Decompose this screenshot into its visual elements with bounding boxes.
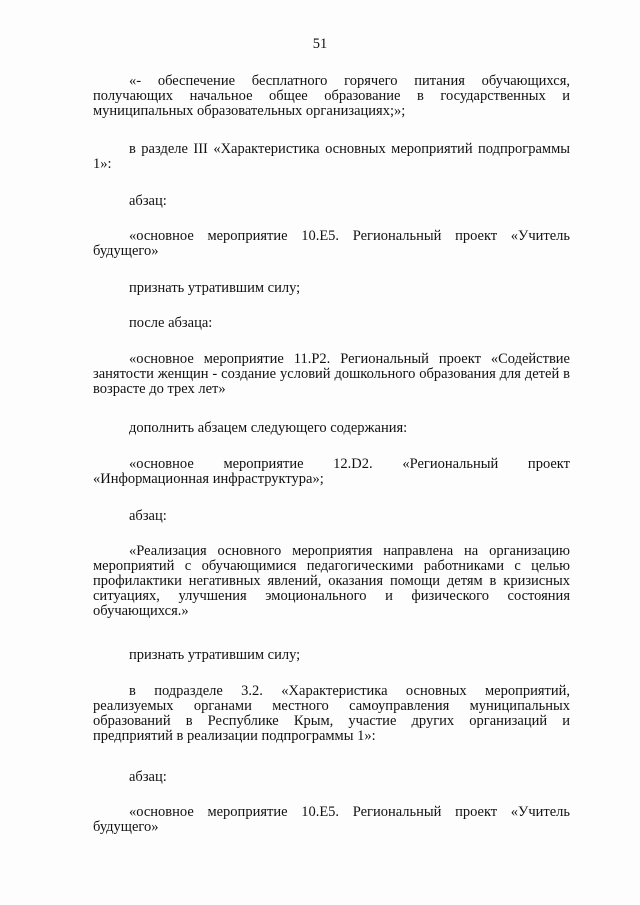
paragraph-teacher-future-1: «основное мероприятие 10.Е5. Региональный проект «Учитель будущего»: [93, 228, 570, 259]
paragraph-add-abzac: дополнить абзацем следующего содержания:: [129, 420, 408, 436]
paragraph-teacher-future-2: «основное мероприятие 10.Е5. Региональный проект «Учитель будущего»: [93, 804, 570, 835]
paragraph-women-employment: «основное мероприятие 11.Р2. Региональный проект «Содействие занятости женщин - создание условий дошкольного образования для детей в возрасте до трех лет»: [93, 351, 570, 397]
paragraph-abzac-2: абзац:: [129, 508, 167, 524]
paragraph-implementation: «Реализация основного мероприятия направлена на организацию мероприятий с обучающимися педагогическими работниками с целью профилактики негативных явлений, оказания помощи детям в кризисных ситуациях, улучшения эмоционального и физического состояния обучающихся.»: [93, 543, 570, 619]
paragraph-repeal-2: признать утратившим силу;: [129, 647, 301, 663]
paragraph-repeal-1: признать утратившим силу;: [129, 280, 301, 296]
paragraph-hot-meals: «- обеспечение бесплатного горячего питания обучающихся, получающих начальное общее образование в государственных и муниципальных образовательных организациях;»;: [93, 73, 570, 119]
paragraph-abzac-1: абзац:: [129, 193, 167, 209]
paragraph-after-abzac: после абзаца:: [129, 315, 213, 331]
paragraph-section-iii: в разделе III «Характеристика основных мероприятий подпрограммы 1»:: [93, 141, 570, 172]
page-number: 51: [312, 36, 328, 52]
paragraph-abzac-3: абзац:: [129, 769, 167, 785]
paragraph-subsection-3-2: в подразделе 3.2. «Характеристика основных мероприятий, реализуемых органами местного самоуправления муниципальных образований в Республике Крым, участие других организаций и предприятий в реализации подпрограммы 1»:: [93, 683, 570, 744]
paragraph-info-infrastructure: «основное мероприятие 12.D2. «Региональный проект «Информационная инфраструктура»;: [93, 456, 570, 487]
